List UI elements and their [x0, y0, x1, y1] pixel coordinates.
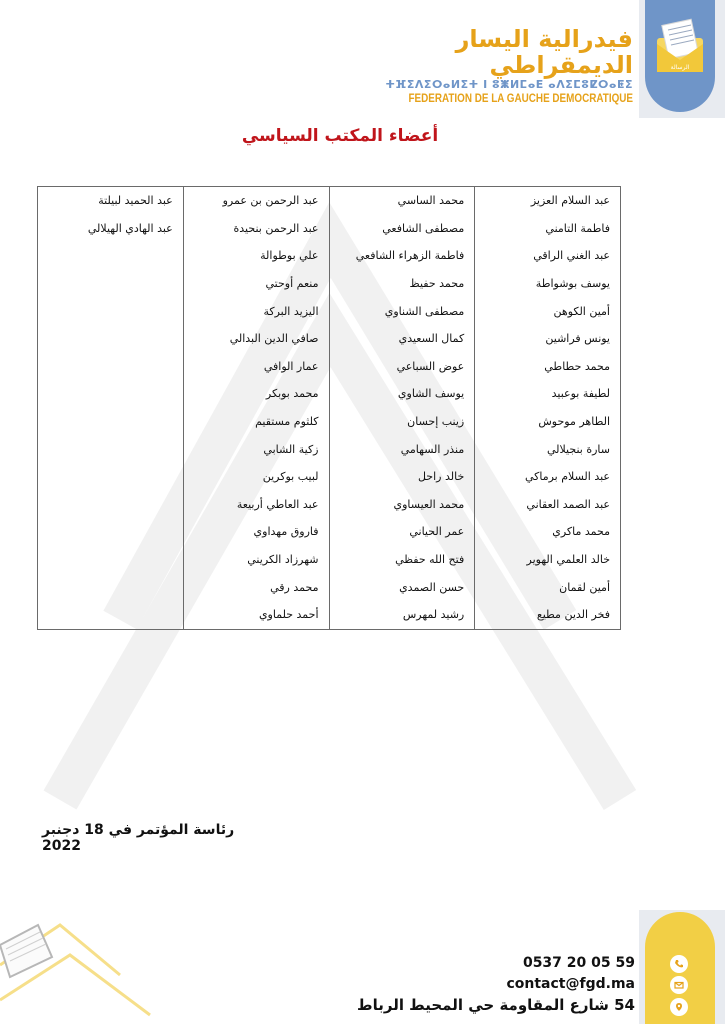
brand-block: [333, 26, 633, 106]
member-name-cell: [38, 270, 184, 298]
member-name-cell: يوسف الشاوي: [329, 380, 475, 408]
member-name-cell: [38, 518, 184, 546]
table-row: [38, 518, 621, 546]
member-name-cell: عبد السلام برماكي: [475, 463, 621, 491]
member-name-cell: [38, 435, 184, 463]
member-name-cell: زكية الشابي: [183, 435, 329, 463]
member-name-cell: عبد الغني الراقي: [475, 242, 621, 270]
table-row: [38, 242, 621, 270]
table-row: [38, 353, 621, 381]
table-row: [38, 463, 621, 491]
member-name-cell: يوسف بوشواطة: [475, 270, 621, 298]
member-name-cell: محمد الساسي: [329, 187, 475, 215]
table-row: [38, 408, 621, 436]
table-row: [38, 187, 621, 215]
member-name-cell: عبد العاطي أربيعة: [183, 491, 329, 519]
table-row: [38, 546, 621, 574]
member-name-cell: محمد بوبكر: [183, 380, 329, 408]
table-row: [38, 270, 621, 298]
brand-french: FEDERATION DE LA GAUCHE DEMOCRATIQUE: [408, 93, 633, 105]
table-row: [38, 380, 621, 408]
member-name-cell: عبد الرحمن بن عمرو: [183, 187, 329, 215]
member-name-cell: مصطفى الشافعي: [329, 215, 475, 243]
member-name-cell: عبد السلام العزيز: [475, 187, 621, 215]
table-row: [38, 435, 621, 463]
member-name-cell: [38, 573, 184, 601]
member-name-cell: فخر الدين مطيع: [475, 601, 621, 629]
member-name-cell: منعم أوحتي: [183, 270, 329, 298]
member-name-cell: [38, 491, 184, 519]
brand-tifinagh: ⵜⴼⵉⴷⵉⵔⴰⵍⵉⵜ ⵏ ⵓⵥⵍⵎⴰⴹ ⴰⴷⵉⵎⵓⵇⵔⴰⵟⵉ: [385, 78, 633, 91]
member-name-cell: يونس فراشين: [475, 325, 621, 353]
member-name-cell: اليزيد البركة: [183, 297, 329, 325]
member-name-cell: عبد الصمد العقاني: [475, 491, 621, 519]
table-row: [38, 491, 621, 519]
member-name-cell: [38, 242, 184, 270]
member-name-cell: عمار الوافي: [183, 353, 329, 381]
envelope-emblem-icon: [653, 14, 707, 86]
member-name-cell: محمد رقي: [183, 573, 329, 601]
location-icon: [670, 998, 688, 1016]
member-name-cell: [38, 408, 184, 436]
page-title: أعضاء المكتب السياسي: [241, 126, 439, 146]
member-name-cell: [38, 380, 184, 408]
member-name-cell: [38, 325, 184, 353]
member-name-cell: رشيد لمهرس: [329, 601, 475, 629]
member-name-cell: عبد الحميد لبيلتة: [38, 187, 184, 215]
member-name-cell: صافي الدين البدالي: [183, 325, 329, 353]
member-name-cell: عوض السباعي: [329, 353, 475, 381]
member-name-cell: الطاهر موحوش: [475, 408, 621, 436]
email-icon: [670, 976, 688, 994]
date-line: رئاسة المؤتمر في 18 دجنبر 2022: [42, 822, 235, 854]
table-row: [38, 325, 621, 353]
member-name-cell: عمر الحياني: [329, 518, 475, 546]
members-table: [37, 186, 621, 630]
member-name-cell: كمال السعيدي: [329, 325, 475, 353]
member-name-cell: خالد العلمي الهوير: [475, 546, 621, 574]
table-row: [38, 297, 621, 325]
corner-envelope-decoration: [0, 905, 160, 1024]
member-name-cell: فاروق مهداوي: [183, 518, 329, 546]
phone-number: 0537 20 05 59: [522, 955, 635, 971]
member-name-cell: [38, 546, 184, 574]
member-name-cell: [38, 353, 184, 381]
phone-icon: [670, 955, 688, 973]
member-name-cell: علي بوطوالة: [183, 242, 329, 270]
member-name-cell: سارة بنجيلالي: [475, 435, 621, 463]
member-name-cell: محمد العيساوي: [329, 491, 475, 519]
member-name-cell: فتح الله حفظي: [329, 546, 475, 574]
member-name-cell: كلثوم مستقيم: [183, 408, 329, 436]
member-name-cell: أمين لقمان: [475, 573, 621, 601]
member-name-cell: أحمد حلماوي: [183, 601, 329, 629]
emblem-label: الرسالة: [670, 64, 690, 71]
member-name-cell: لبيب بوكرين: [183, 463, 329, 491]
member-name-cell: فاطمة التامني: [475, 215, 621, 243]
member-name-cell: [38, 463, 184, 491]
member-name-cell: عبد الهادي الهيلالي: [38, 215, 184, 243]
postal-address: 54 شارع المقاومة حي المحيط الرباط: [357, 996, 635, 1014]
email-address[interactable]: contact@fgd.ma: [506, 976, 635, 992]
member-name-cell: عبد الرحمن بنحيدة: [183, 215, 329, 243]
member-name-cell: حسن الصمدي: [329, 573, 475, 601]
member-name-cell: لطيفة بوعبيد: [475, 380, 621, 408]
member-name-cell: [38, 601, 184, 629]
member-name-cell: زينب إحسان: [329, 408, 475, 436]
member-name-cell: [38, 297, 184, 325]
member-name-cell: مصطفى الشناوي: [329, 297, 475, 325]
table-row: [38, 601, 621, 629]
brand-arabic: فيدرالية اليسار الديمقراطي: [455, 25, 633, 79]
member-name-cell: محمد حطاطي: [475, 353, 621, 381]
member-name-cell: شهرزاد الكريني: [183, 546, 329, 574]
member-name-cell: خالد راحل: [329, 463, 475, 491]
member-name-cell: أمين الكوهن: [475, 297, 621, 325]
table-row: [38, 573, 621, 601]
member-name-cell: محمد حفيظ: [329, 270, 475, 298]
table-row: [38, 215, 621, 243]
member-name-cell: منذر السهامي: [329, 435, 475, 463]
member-name-cell: فاطمة الزهراء الشافعي: [329, 242, 475, 270]
member-name-cell: محمد ماكري: [475, 518, 621, 546]
